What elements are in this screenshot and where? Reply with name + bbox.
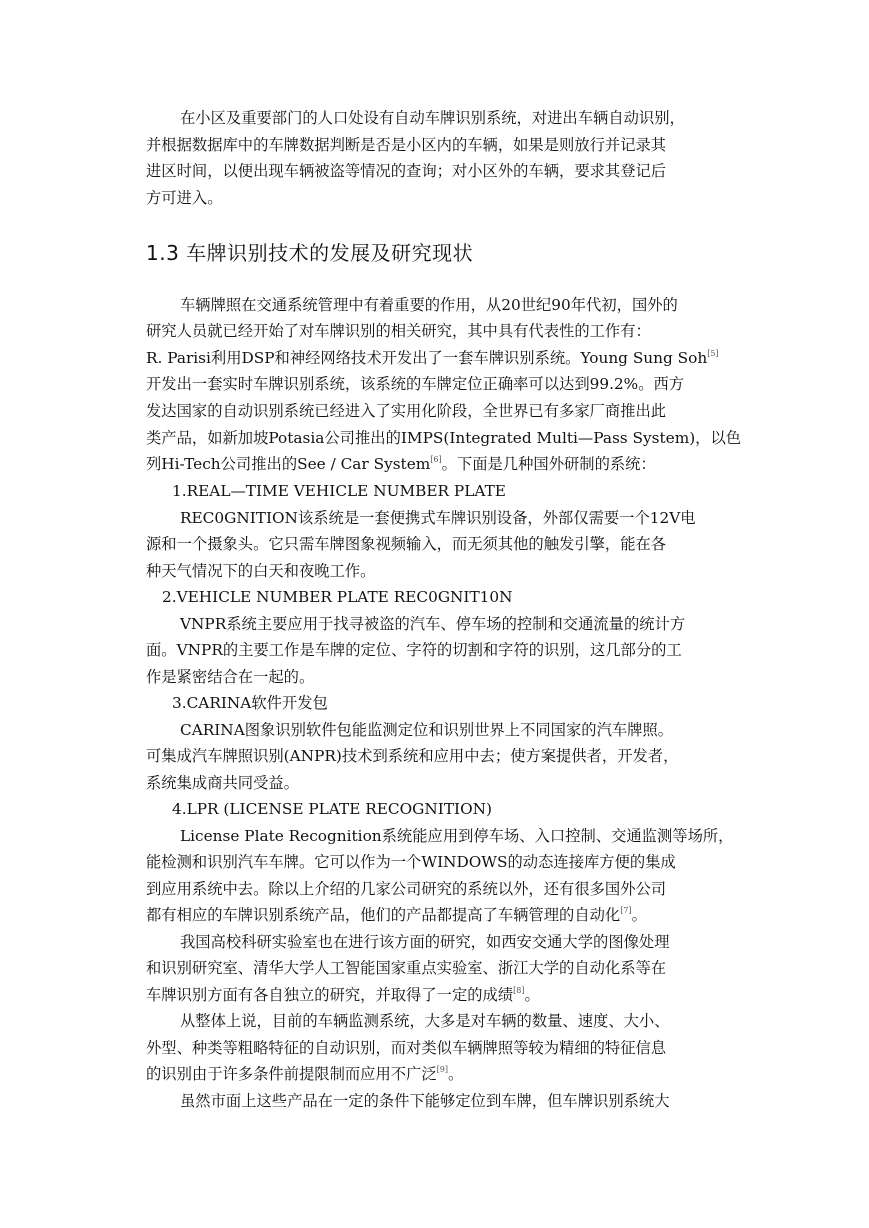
- text-line: 从整体上说，目前的车辆监测系统，大多是对车辆的数量、速度、大小、: [180, 1012, 670, 1030]
- text-line: 能检测和识别汽车车牌。它可以作为一个WINDOWS的动态连接库方便的集成: [146, 853, 676, 871]
- text-line: 到应用系统中去。除以上介绍的几家公司研究的系统以外，还有很多国外公司: [146, 880, 667, 898]
- text-line: VNPR系统主要应用于找寻被盗的汽车、停车场的控制和交通流量的统计方: [180, 615, 686, 633]
- text-line: 源和一个摄象头。它只需车牌图象视频输入，而无须其他的触发引擎，能在各: [146, 535, 667, 553]
- list-item-heading: 2.VEHICLE NUMBER PLATE REC0GNIT10N: [162, 588, 513, 606]
- text-line: 的识别由于许多条件前提限制而应用不广泛[9]。: [146, 1065, 464, 1083]
- citation-ref: [7]: [620, 906, 632, 915]
- text-line: 在小区及重要部门的人口处设有自动车牌识别系统，对进出车辆自动识别，: [180, 109, 685, 127]
- text-line: 方可进入。: [146, 189, 223, 207]
- text-line: 进区时间，以便出现车辆被盗等情况的查询；对小区外的车辆，要求其登记后: [146, 162, 667, 180]
- list-item-heading: 3.CARINA软件开发包: [172, 694, 328, 712]
- text-line: CARINA图象识别软件包能监测定位和识别世界上不同国家的汽车牌照。: [180, 721, 674, 739]
- text-line: 发达国家的自动识别系统已经进入了实用化阶段，全世界已有多家厂商推出此: [146, 402, 667, 420]
- text-line: License Plate Recognition系统能应用到停车场、入口控制、交通监测等场所，: [180, 827, 734, 845]
- text-line: 都有相应的车牌识别系统产品，他们的产品都提高了车辆管理的自动化[7]。: [146, 906, 647, 924]
- citation-ref: [6]: [430, 455, 442, 464]
- text-line: 研究人员就已经开始了对车牌识别的相关研究，其中具有代表性的工作有：: [146, 322, 651, 340]
- text-line: 作是紧密结合在一起的。: [146, 668, 315, 686]
- citation-ref: [9]: [436, 1065, 448, 1074]
- citation-ref: [5]: [707, 349, 719, 358]
- text-line: 列Hi-Tech公司推出的See / Car System[6]。下面是几种国外研制的系统：: [146, 455, 656, 473]
- text-line: 和识别研究室、清华大学人工智能国家重点实验室、浙江大学的自动化系等在: [146, 959, 667, 977]
- text-line: 我国高校科研实验室也在进行该方面的研究，如西安交通大学的图像处理: [180, 933, 670, 951]
- text-line: 面。VNPR的主要工作是车牌的定位、字符的切割和字符的识别，这几部分的工: [146, 641, 682, 659]
- text-line: 车辆牌照在交通系统管理中有着重要的作用，从20世纪90年代初，国外的: [180, 296, 678, 314]
- text-line: 车牌识别方面有各自独立的研究，并取得了一定的成绩[8]。: [146, 986, 540, 1004]
- citation-ref: [8]: [513, 986, 525, 995]
- text-line: 系统集成商共同受益。: [146, 774, 299, 792]
- list-item-heading: 1.REAL—TIME VEHICLE NUMBER PLATE: [172, 482, 506, 500]
- text-line: 开发出一套实时车牌识别系统，该系统的车牌定位正确率可以达到99.2%。西方: [146, 375, 685, 393]
- text-line: 外型、种类等粗略特征的自动识别，而对类似车辆牌照等较为精细的特征信息: [146, 1039, 667, 1057]
- text-line: 可集成汽车牌照识别(ANPR)技术到系统和应用中去；使方案提供者，开发者，: [146, 747, 679, 765]
- text-line: 种天气情况下的白天和夜晚工作。: [146, 562, 376, 580]
- text-line: 类产品，如新加坡Potasia公司推出的IMPS(Integrated Multi—Pass System)，以色: [146, 429, 742, 447]
- section-heading: 1.3 车牌识别技术的发展及研究现状: [146, 241, 474, 265]
- list-item-heading: 4.LPR (LICENSE PLATE RECOGNITION): [172, 800, 492, 818]
- text-line: 虽然市面上这些产品在一定的条件下能够定位到车牌，但车牌识别系统大: [180, 1092, 670, 1110]
- text-line: REC0GNITION该系统是一套便携式车牌识别设备，外部仅需要一个12V电: [180, 509, 696, 527]
- text-line: R. Parisi利用DSP和神经网络技术开发出了一套车牌识别系统。Young Sung Soh[5]: [146, 349, 719, 367]
- text-line: 并根据数据库中的车牌数据判断是否是小区内的车辆，如果是则放行并记录其: [146, 136, 667, 154]
